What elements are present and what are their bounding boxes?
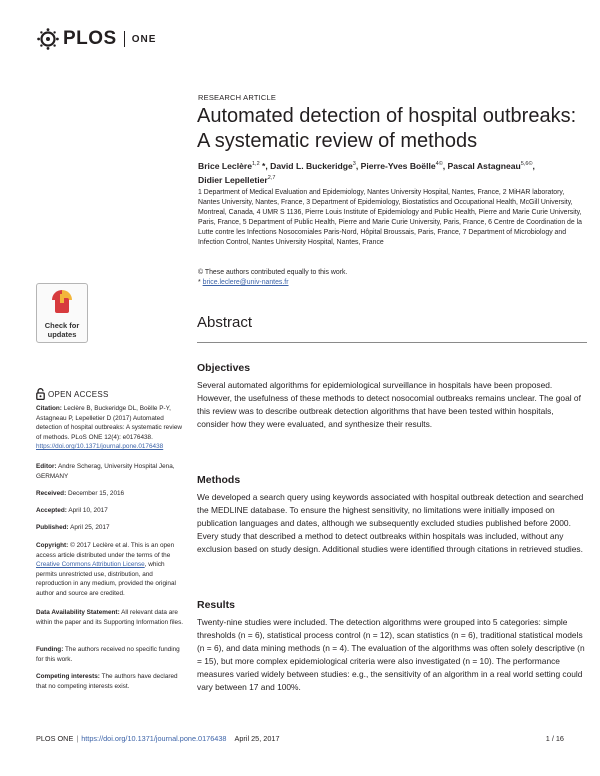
funding-text: The authors received no specific funding for this work.	[36, 646, 180, 663]
author-list	[198, 158, 583, 187]
affiliations: 1 Department of Medical Evaluation and Epidemiology, Nantes University Hospital, Nantes, France, 2 MiHAR laboratory, Nantes University, Nantes, France, 3 Department of Epidemiology, Biostatistics and Occupational Health, McGill University, Montreal, Canada, 4 UMR S 1136, Pierre Louis Institute of Epidemiology and Public Health, Pierre and Marie Curie University, Paris, France, 5 Department of Public Health, Pierre and Marie Curie University, Paris, France, 6 Centre de Coordination de la Lutte contre les Infections Nosocomiales Paris-Nord, Hôpital Broussais, Paris, France, 7 Department of Microbiology and Infection Control, Nantes University Hospital, Nantes, France	[198, 189, 583, 246]
funding-label: Funding:	[36, 646, 64, 653]
article-type: RESEARCH ARTICLE	[198, 93, 277, 102]
citation-doi-link[interactable]: https://doi.org/10.1371/journal.pone.0176438	[36, 443, 164, 451]
author-separator: ,	[442, 160, 448, 171]
section-heading-results: Results	[197, 599, 235, 611]
abstract-heading: Abstract	[197, 314, 253, 331]
received-block	[36, 489, 186, 499]
data-availability-label: Data Availability Statement:	[36, 609, 120, 616]
section-heading-methods: Methods	[197, 474, 241, 486]
copyright-block	[36, 541, 186, 599]
open-access-text: OPEN ACCESS	[48, 389, 109, 399]
editor-label: Editor:	[36, 463, 57, 470]
copyright-text-end: , which permits unrestricted use, distribution, and reproduction in any medium, provided the original author and source are credited.	[36, 561, 176, 597]
section-body-results: Twenty-nine studies were included. The detection algorithms were grouped into 5 categories: simple thresholds (n = 6), statistical process control (n = 12), scan statistics (n = 6), traditional statistical models (n = 6), and data mining methods (n = 4). The evaluation of the algorithms was often solely descriptive (n = 15), but more complex epidemiological criteria were also investigated (n = 10). The performance measures varied widely between studies: e.g., the sensitivity of an algorithm in a real world setting could vary between 17 and 100%.	[197, 617, 585, 692]
open-access-label	[36, 388, 109, 400]
equal-contribution-text: These authors contributed equally to this work.	[204, 269, 348, 276]
footer-journal: PLOS ONE	[36, 734, 74, 743]
data-availability-text: All relevant data are within the paper and its Supporting Information files.	[36, 609, 184, 626]
copyright-c-icon: ©	[198, 269, 204, 276]
editor-block	[36, 462, 186, 481]
plos-logo[interactable]	[36, 28, 156, 50]
logo-journal: ONE	[131, 33, 157, 45]
competing-interests-text: The authors have declared that no competing interests exist.	[36, 673, 178, 690]
citation-text: Leclère B, Buckeridge DL, Boëlle P-Y, Astagneau P, Lepelletier D (2017) Automated detection of hospital outbreaks: A systematic review of methods. PLoS ONE 12(4): e0176438.	[36, 405, 182, 441]
check-for-updates-badge[interactable]	[36, 283, 88, 343]
copyright-label: Copyright:	[36, 542, 69, 549]
data-availability-block	[36, 608, 186, 627]
open-access-lock-icon	[36, 388, 45, 400]
published-block	[36, 523, 186, 533]
section-heading-objectives: Objectives	[197, 362, 251, 374]
received-label: Received:	[36, 490, 67, 497]
author-affiliation-ref: 5,6©	[520, 161, 533, 167]
equal-contribution-note	[198, 268, 347, 278]
accepted-label: Accepted:	[36, 507, 67, 514]
logo-wordmark: PLOS	[63, 28, 117, 49]
citation-label: Citation:	[36, 405, 62, 412]
section-body-objectives: Several automated algorithms for epidemiological surveillance in hospitals have been proposed. However, the usefulness of these methods to detect nosocomial outbreaks remains unclear. The goal of this review was to describe outbreak detection algorithms that have been tested within hospitals, consider how they were evaluated, and synthesize their results.	[197, 380, 581, 429]
corresponding-mark: *	[198, 279, 203, 286]
author-separator: *,	[259, 160, 271, 171]
author-affiliation-ref: 1,2	[251, 161, 260, 167]
abstract-divider	[197, 342, 587, 343]
corresponding-email-note	[198, 278, 289, 288]
footer-separator: |	[76, 734, 79, 743]
section-body-methods: We developed a search query using keywords associated with hospital outbreak detection and searched the MEDLINE database. To ensure the highest sensitivity, no limitations were initially imposed on publication languages and dates, although we subsequently excluded studies published before 2000. Every study that described a method to detect outbreaks within hospitals was included, without any exclusion based on study design. Additional studies were identified through citations in retrieved studies.	[197, 492, 584, 554]
author-affiliation-ref: 3	[352, 161, 356, 167]
author-affiliation-ref: 4©	[435, 161, 443, 167]
author-name[interactable]: Pascal Astagneau	[447, 160, 521, 171]
competing-interests-label: Competing interests:	[36, 673, 100, 680]
plos-logo-icon	[36, 28, 60, 50]
funding-block	[36, 645, 186, 664]
author-separator: ,	[355, 160, 361, 171]
logo-divider	[124, 31, 125, 47]
footer-date: April 25, 2017	[234, 734, 280, 743]
competing-interests-block	[36, 672, 186, 691]
received-date: December 15, 2016	[66, 490, 125, 497]
citation-block	[36, 404, 186, 452]
published-date: April 25, 2017	[68, 524, 110, 531]
badge-line-2: updates	[47, 329, 77, 339]
footer-doi-link[interactable]: https://doi.org/10.1371/journal.pone.0176438	[81, 734, 227, 743]
author-affiliation-ref: 2,7	[267, 175, 276, 182]
page-number: 1 / 16	[545, 734, 564, 743]
author-name[interactable]: Pierre-Yves Boëlle	[360, 160, 436, 171]
editor-text: Andre Scherag, University Hospital Jena, GERMANY	[36, 463, 175, 480]
author-name[interactable]: David L. Buckeridge	[270, 160, 353, 171]
published-label: Published:	[36, 524, 69, 531]
article-title: Automated detection of hospital outbreaks: A systematic review of methods	[197, 105, 577, 152]
crossmark-icon	[51, 289, 73, 315]
author-separator: ,	[532, 160, 535, 171]
badge-line-1: Check for	[44, 321, 80, 330]
author-name[interactable]: Didier Lepelletier	[198, 175, 268, 186]
copyright-text: © 2017 Leclère et al. This is an open access article distributed under the terms of the	[36, 542, 175, 559]
corresponding-email-link[interactable]: brice.leclere@univ-nantes.fr	[202, 279, 289, 286]
cc-license-link[interactable]: Creative Commons Attribution License	[36, 561, 145, 569]
page-footer	[36, 734, 566, 743]
accepted-date: April 10, 2017	[66, 507, 108, 514]
accepted-block	[36, 506, 186, 516]
author-name[interactable]: Brice Leclère	[198, 160, 252, 171]
